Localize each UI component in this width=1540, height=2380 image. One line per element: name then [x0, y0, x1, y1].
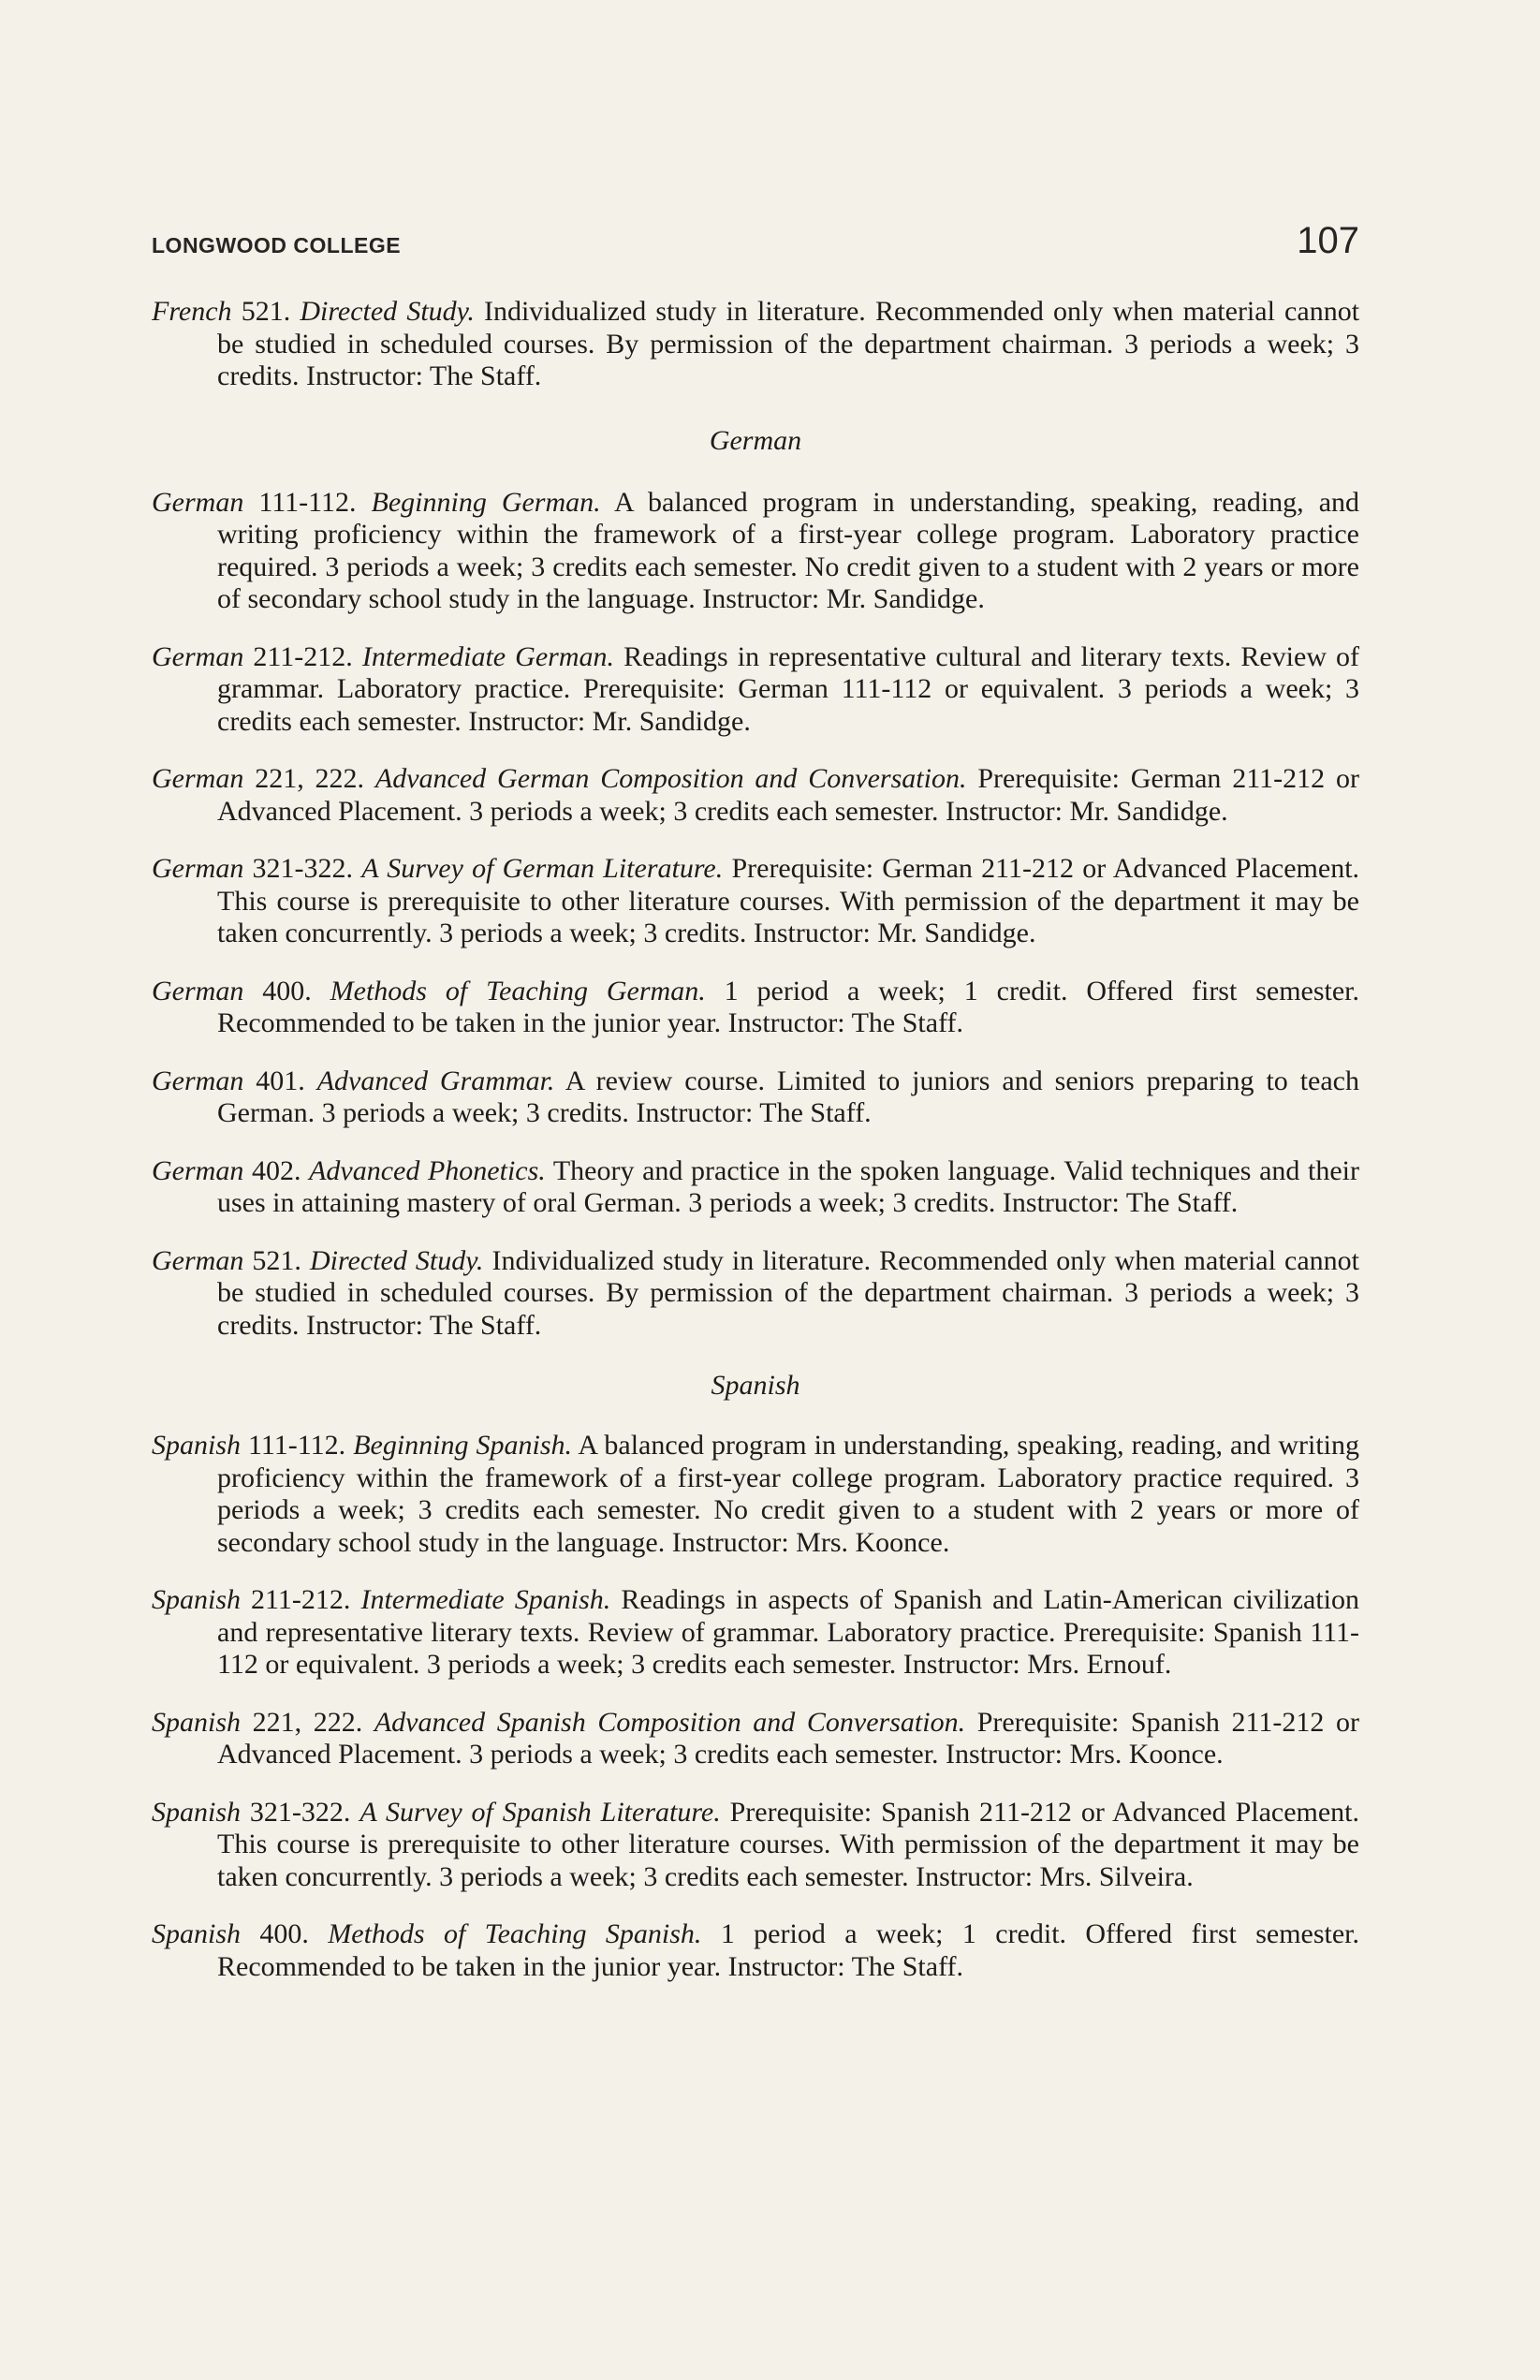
course-description: Readings in aspects of Spanish and Latin-American civilization and representative literary texts. Review of grammar. Laboratory practice. Prerequisite: Spanish 111-112 or equivalent. 3 periods a week; 3 credits each semester. Instructor: Mrs. Ernouf. [217, 1584, 1359, 1680]
course-entry [152, 1797, 1359, 1894]
course-department: German [152, 763, 244, 794]
course-entry [152, 1245, 1359, 1343]
course-entry [152, 1430, 1359, 1559]
course-number: 221, 222. [252, 1706, 363, 1738]
course-title: Directed Study. [300, 296, 475, 327]
course-title: Intermediate German. [361, 640, 614, 672]
course-number: 111-112. [248, 1430, 346, 1461]
course-description: Prerequisite: Spanish 211-212 or Advanced Placement. 3 periods a week; 3 credits each semester. Instructor: Mrs. Koonce. [217, 1706, 1360, 1770]
course-title: Advanced Phonetics. [309, 1154, 546, 1186]
course-number: 321-322. [252, 853, 354, 884]
course-entry [152, 641, 1359, 739]
course-description: Individualized study in literature. Recommended only when material cannot be studied in scheduled courses. By permission of the department chairman. 3 periods a week; 3 credits. Instructor: The Staff. [217, 296, 1360, 391]
course-number: 111-112. [258, 486, 357, 518]
course-entry [152, 1584, 1359, 1682]
course-title: Intermediate Spanish. [360, 1584, 611, 1615]
course-number: 401. [256, 1065, 305, 1096]
course-title: Advanced Spanish Composition and Conversation. [374, 1706, 966, 1738]
course-department: Spanish [152, 1796, 242, 1828]
section-heading-german: German [709, 424, 802, 456]
course-department: Spanish [152, 1706, 242, 1738]
course-number: 321-322. [249, 1796, 351, 1828]
course-entry [152, 1707, 1359, 1771]
course-number: 402. [251, 1154, 301, 1186]
page-number: 107 [1297, 220, 1359, 261]
course-entry [152, 763, 1359, 828]
course-description: 1 period a week; 1 credit. Offered first semester. Recommended to be taken in the junior year. Instructor: The Staff. [217, 1918, 1360, 1982]
course-description: Readings in representative cultural and literary texts. Review of grammar. Laboratory practice. Prerequisite: German 111-112 or equivalent. 3 periods a week; 3 credits each semester. Instructor: Mr. Sandidge. [217, 640, 1360, 737]
course-description: 1 period a week; 1 credit. Offered first semester. Recommended to be taken in the junior year. Instructor: The Staff. [217, 975, 1360, 1038]
course-entry [152, 853, 1359, 950]
course-entry [152, 976, 1359, 1040]
header-title: LONGWOOD COLLEGE [152, 233, 402, 257]
course-title: A Survey of German Literature. [361, 853, 724, 884]
course-entry [152, 1918, 1359, 1983]
course-department: Spanish [152, 1584, 242, 1615]
course-department: Spanish [152, 1430, 242, 1461]
course-number: 211-212. [253, 640, 353, 672]
course-department: German [152, 486, 244, 518]
course-number: 521. [252, 1244, 301, 1276]
section-heading-spanish: Spanish [711, 1370, 800, 1401]
course-department: German [152, 975, 244, 1006]
course-entry [152, 296, 1359, 393]
course-department: French [152, 296, 232, 327]
course-department: Spanish [152, 1918, 242, 1949]
course-department: German [152, 853, 244, 884]
course-number: 211-212. [251, 1584, 351, 1615]
course-department: German [152, 640, 244, 672]
course-description: Prerequisite: German 211-212 or Advanced Placement. This course is prerequisite to other literature courses. With permission of the department it may be taken concurrently. 3 periods a week; 3 credits. Instructor: Mr. Sandidge. [217, 853, 1360, 948]
course-number: 400. [262, 975, 312, 1006]
course-title: Directed Study. [309, 1244, 484, 1276]
course-title: Advanced German Composition and Conversation. [374, 763, 967, 794]
course-entry [152, 1155, 1359, 1220]
course-department: German [152, 1065, 244, 1096]
course-description: Theory and practice in the spoken language. Valid techniques and their uses in attaining mastery of oral German. 3 periods a week; 3 credits. Instructor: The Staff. [217, 1154, 1360, 1218]
course-description: A review course. Limited to juniors and seniors preparing to teach German. 3 periods a week; 3 credits. Instructor: The Staff. [217, 1065, 1359, 1128]
course-title: Methods of Teaching Spanish. [328, 1918, 702, 1949]
course-number: 400. [259, 1918, 309, 1949]
running-head [152, 217, 1359, 262]
course-number: 221, 222. [255, 763, 365, 794]
course-description: Individualized study in literature. Recommended only when material cannot be studied in scheduled courses. By permission of the department chairman. 3 periods a week; 3 credits. Instructor: The Staff. [217, 1244, 1359, 1341]
course-title: A Survey of Spanish Literature. [359, 1796, 721, 1828]
page-content [152, 296, 1359, 2008]
course-description: A balanced program in understanding, speaking, reading, and writing proficiency within the framework of a first-year college program. Laboratory practice required. 3 periods a week; 3 credits each semester. No credit given to a student with 2 years or more of secondary school study in the language. Instructor: Mrs. Koonce. [217, 1430, 1360, 1558]
course-title: Methods of Teaching German. [330, 975, 706, 1006]
course-department: German [152, 1244, 244, 1276]
course-department: German [152, 1154, 244, 1186]
course-description: Prerequisite: German 211-212 or Advanced Placement. 3 periods a week; 3 credits each semester. Instructor: Mr. Sandidge. [217, 763, 1360, 827]
course-description: Prerequisite: Spanish 211-212 or Advanced Placement. This course is prerequisite to other literature courses. With permission of the department it may be taken concurrently. 3 periods a week; 3 credits each semester. Instructor: Mrs. Silveira. [217, 1796, 1360, 1892]
course-number: 521. [241, 296, 291, 327]
course-description: A balanced program in understanding, speaking, reading, and writing proficiency within the framework of a first-year college program. Laboratory practice required. 3 periods a week; 3 credits each semester. No credit given to a student with 2 years or more of secondary school study in the language. Instructor: Mr. Sandidge. [217, 486, 1360, 614]
course-title: Advanced Grammar. [316, 1065, 555, 1096]
course-title: Beginning Spanish. [353, 1430, 573, 1461]
course-entry [152, 1065, 1359, 1130]
course-entry [152, 487, 1359, 616]
course-title: Beginning German. [371, 486, 601, 518]
